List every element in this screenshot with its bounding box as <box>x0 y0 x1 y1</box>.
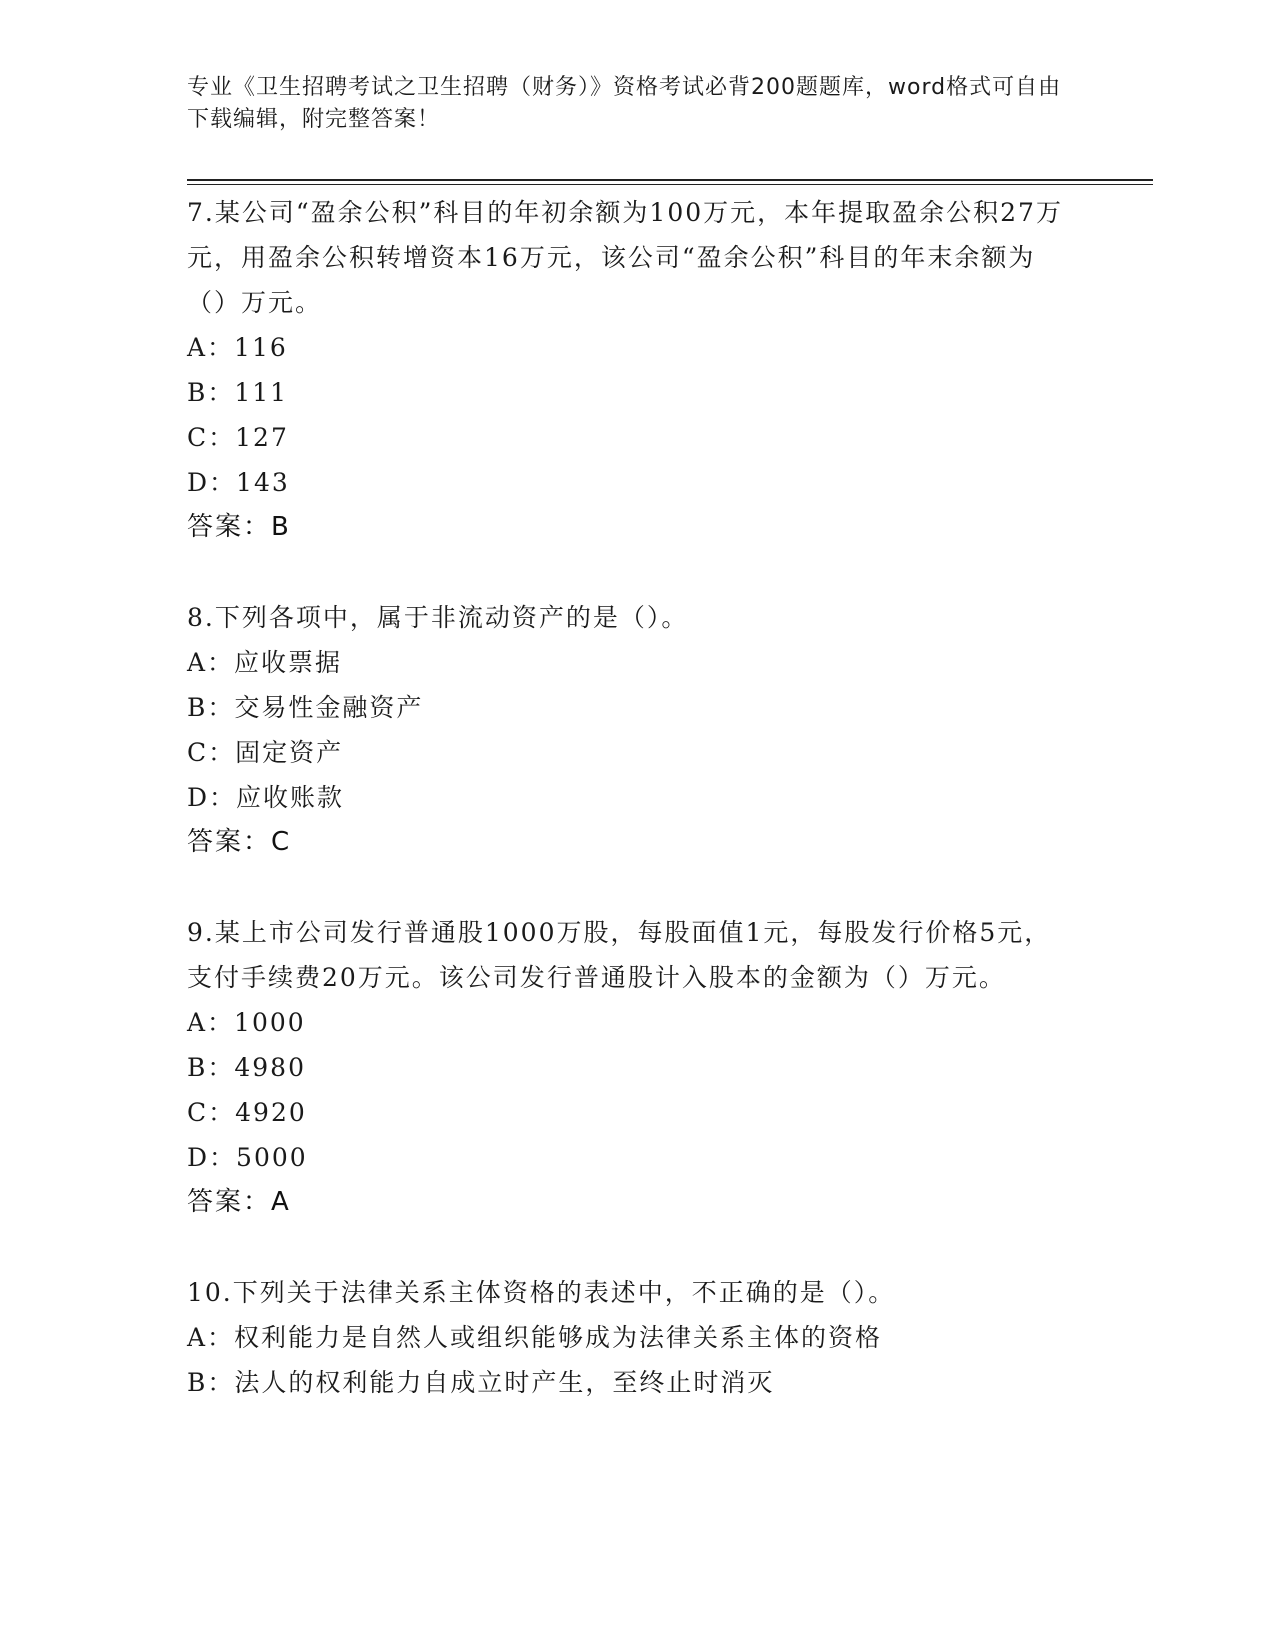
header-divider-thick <box>187 179 1153 181</box>
question-9 <box>187 910 1067 1225</box>
option-a: A：应收票据 <box>187 648 343 677</box>
question-8 <box>187 595 1067 865</box>
option-c: C：127 <box>187 423 289 452</box>
option-c: C：固定资产 <box>187 738 344 767</box>
option-b: B：法人的权利能力自成立时产生，至终止时消灭 <box>187 1368 775 1397</box>
question-7 <box>187 190 1067 550</box>
option-d: D：143 <box>187 468 290 497</box>
option-b: B：4980 <box>187 1053 306 1082</box>
question-stem: 7.某公司“盈余公积”科目的年初余额为100万元，本年提取盈余公积27万元，用盈余公积转增资本16万元，该公司“盈余公积”科目的年末余额为（）万元。 <box>187 198 1063 317</box>
question-stem: 9.某上市公司发行普通股1000万股，每股面值1元，每股发行价格5元，支付手续费20万元。该公司发行普通股计入股本的金额为（）万元。 <box>187 918 1052 992</box>
option-b: B：111 <box>187 378 289 407</box>
question-list <box>187 190 1067 1450</box>
option-a: A：116 <box>187 333 288 362</box>
document-header: 专业《卫生招聘考试之卫生招聘（财务）》资格考试必背200题题库，word格式可自由下载编辑，附完整答案！ <box>187 75 1062 132</box>
answer: 答案：A <box>187 1187 291 1217</box>
header-divider-thin <box>187 184 1153 185</box>
answer: 答案：C <box>187 827 292 857</box>
question-10 <box>187 1270 1067 1405</box>
option-b: B：交易性金融资产 <box>187 693 424 722</box>
question-stem: 10.下列关于法律关系主体资格的表述中，不正确的是（）。 <box>187 1278 896 1307</box>
option-a: A：1000 <box>187 1008 306 1037</box>
option-d: D：应收账款 <box>187 783 345 812</box>
option-c: C：4920 <box>187 1098 307 1127</box>
option-a: A：权利能力是自然人或组织能够成为法律关系主体的资格 <box>187 1323 883 1352</box>
question-stem: 8.下列各项中，属于非流动资产的是（）。 <box>187 603 689 632</box>
answer: 答案：B <box>187 512 291 542</box>
option-d: D：5000 <box>187 1143 308 1172</box>
